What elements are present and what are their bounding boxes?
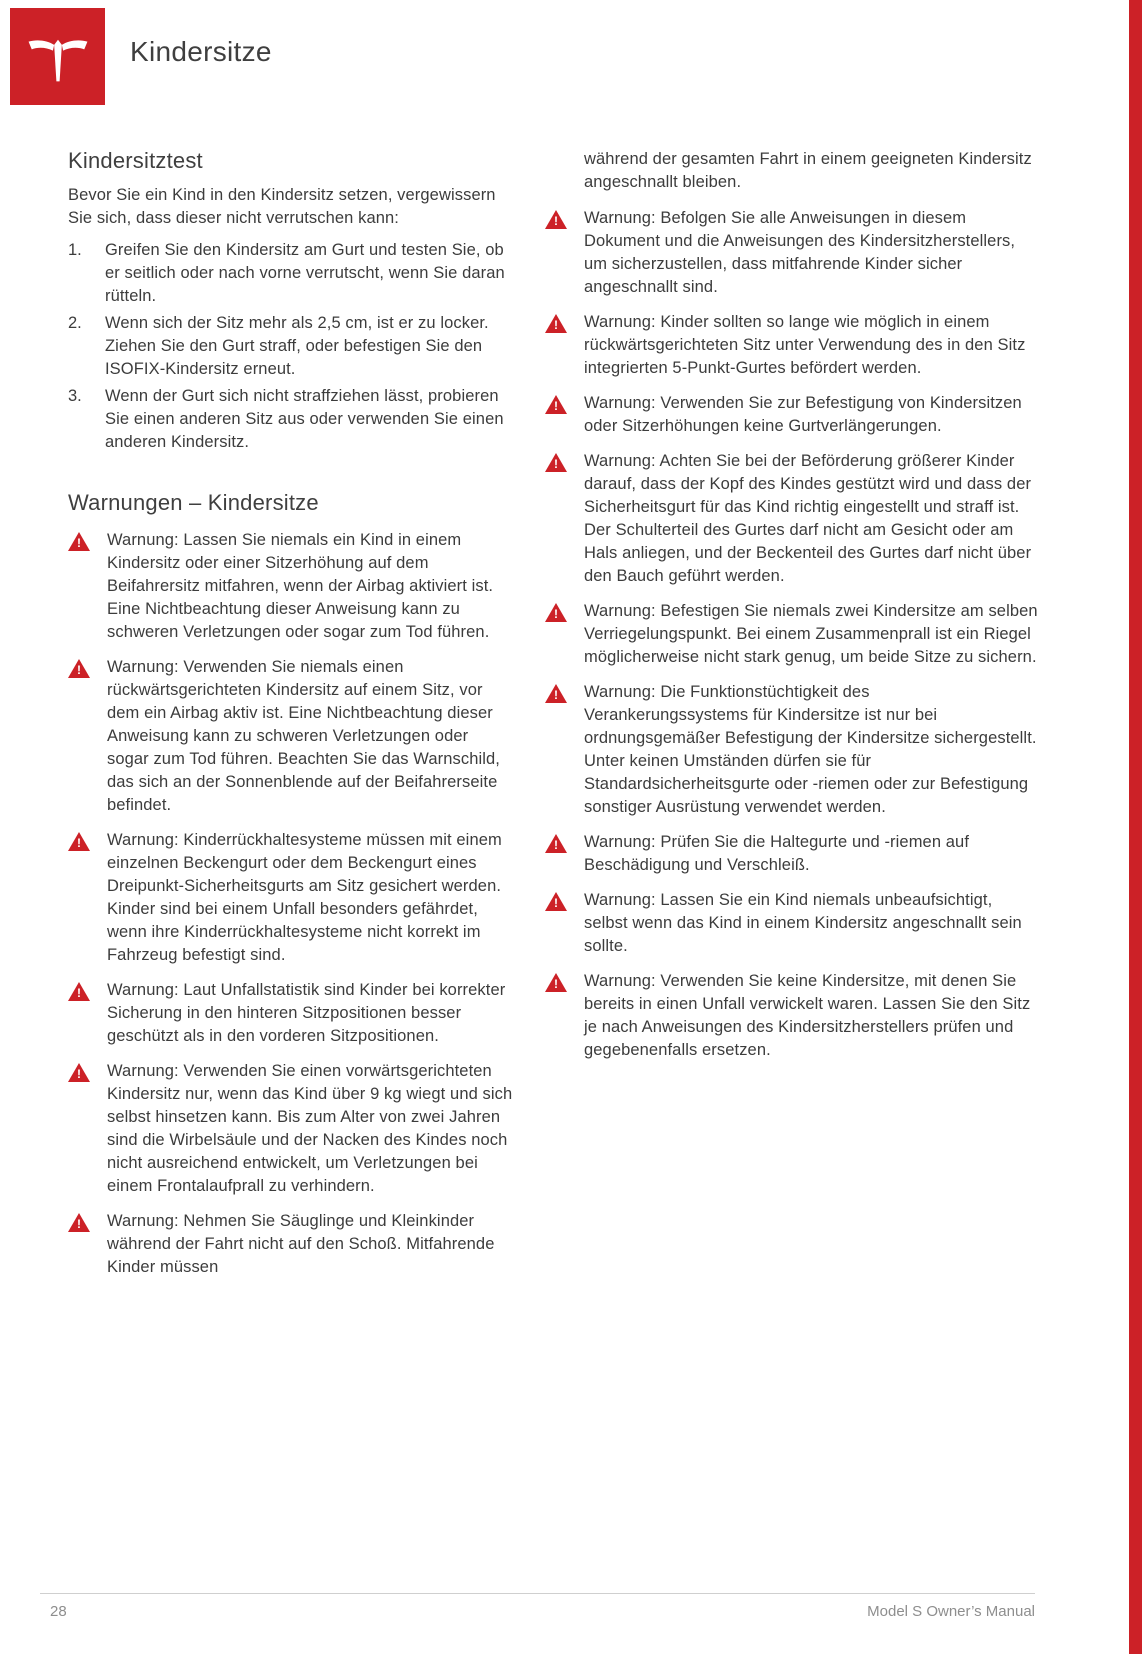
warning-text: Warnung: Achten Sie bei der Beförderung größerer Kinder darauf, dass der Kopf des Kindes gestützt wird und dass der Sicherheitsgurt für das Kind richtig eingestellt und straff ist. Der Schulterteil des Gurtes darf nicht am Gesicht oder am Hals anliegen, und der Beckenteil des Gurtes darf nicht über den Bauch geführt werden. bbox=[584, 452, 1032, 585]
intro-paragraph: Bevor Sie ein Kind in den Kindersitz setzen, vergewissern Sie sich, dass dieser nicht verrutschen kann: bbox=[68, 186, 496, 227]
warning-item bbox=[68, 656, 513, 817]
warning-text: Warnung: Verwenden Sie zur Befestigung von Kindersitzen oder Sitzerhöhungen keine Gurtverlängerungen. bbox=[584, 394, 1022, 435]
warning-triangle-icon bbox=[545, 395, 567, 414]
warning-triangle-icon bbox=[545, 453, 567, 472]
warning-text: Warnung: Prüfen Sie die Haltegurte und -riemen auf Beschädigung und Verschleiß. bbox=[584, 833, 970, 874]
warning-item bbox=[68, 1210, 513, 1279]
warning-item bbox=[545, 831, 1038, 877]
list-item bbox=[68, 239, 513, 308]
warning-item bbox=[68, 1060, 513, 1198]
warning-text: Warnung: Lassen Sie niemals ein Kind in einem Kindersitz oder einer Sitzerhöhung auf dem Beifahrersitz mitfahren, wenn der Airbag aktiviert ist. Eine Nichtbeachtung dieser Anweisung kann zu schweren Verletzungen oder sogar zum Tod führen. bbox=[107, 531, 494, 641]
warning-triangle-icon bbox=[545, 684, 567, 703]
right-column bbox=[545, 148, 1038, 1291]
warning-text: Warnung: Kinder sollten so lange wie möglich in einem rückwärtsgerichteten Sitz unter Verwendung des in den Sitz integrierten 5-Punkt-Gurtes befördert werden. bbox=[584, 313, 1026, 377]
step-number: 3. bbox=[68, 387, 82, 405]
step-number: 2. bbox=[68, 314, 82, 332]
warning-triangle-icon bbox=[545, 314, 567, 333]
warning-text: Warnung: Verwenden Sie niemals einen rückwärtsgerichteten Kindersitz auf einem Sitz, vor dem ein Airbag aktiv ist. Eine Nichtbeachtung dieser Anweisung kann zu schweren Verletzungen oder sogar zum Tod führen. Beachten Sie das Warnschild, das sich an der Sonnenblende auf der Beifahrerseite befindet. bbox=[107, 658, 500, 814]
step-text: Wenn sich der Sitz mehr als 2,5 cm, ist er zu locker. Ziehen Sie den Gurt straff, oder befestigen Sie den ISOFIX-Kindersitz erneut. bbox=[105, 314, 489, 378]
warning-triangle-icon bbox=[545, 973, 567, 992]
page-number: 28 bbox=[50, 1603, 67, 1620]
warning-triangle-icon bbox=[68, 832, 90, 851]
warning-item bbox=[545, 311, 1038, 380]
section-heading-warnungen: Warnungen – Kindersitze bbox=[68, 490, 319, 515]
warning-item bbox=[68, 979, 513, 1048]
warning-text-continuation: während der gesamten Fahrt in einem geeigneten Kindersitz angeschnallt bleiben. bbox=[584, 150, 1032, 191]
warning-triangle-icon bbox=[68, 1063, 90, 1082]
warning-text: Warnung: Nehmen Sie Säuglinge und Kleinkinder während der Fahrt nicht auf den Schoß. Mitfahrende Kinder müssen bbox=[107, 1212, 495, 1276]
warning-text: Warnung: Kinderrückhaltesysteme müssen mit einem einzelnen Beckengurt oder dem Beckengurt eines Dreipunkt-Sicherheitsgurts am Sitz gesichert werden. Kinder sind bei einem Unfall besonders gefährdet, wenn ihre Kinderrückhaltesysteme nicht korrekt im Fahrzeug befestigt sind. bbox=[107, 831, 502, 964]
warning-item bbox=[545, 889, 1038, 958]
list-item bbox=[68, 312, 513, 381]
section-heading-kindersitztest: Kindersitztest bbox=[68, 148, 203, 173]
warning-text: Warnung: Befolgen Sie alle Anweisungen in diesem Dokument und die Anweisungen des Kindersitzherstellers, um sicherzustellen, dass mitfahrende Kinder sicher angeschnallt sind. bbox=[584, 209, 1016, 296]
warning-text: Warnung: Verwenden Sie einen vorwärtsgerichteten Kindersitz nur, wenn das Kind über 9 kg wiegt und sich selbst hinsetzen kann. Bis zum Alter von zwei Jahren sind die Wirbelsäule und der Nacken des Kindes noch nicht ausreichend entwickelt, um Verletzungen bei einem Frontalaufprall zu verhindern. bbox=[107, 1062, 513, 1195]
warning-triangle-icon bbox=[545, 834, 567, 853]
warning-triangle-icon bbox=[68, 1213, 90, 1232]
warning-triangle-icon bbox=[68, 982, 90, 1001]
warning-text: Warnung: Verwenden Sie keine Kindersitze, mit denen Sie bereits in einen Unfall verwickelt waren. Lassen Sie den Sitz je nach Anweisungen des Kindersitzherstellers prüfen und gegebenenfalls ersetzen. bbox=[584, 972, 1031, 1059]
list-item bbox=[68, 385, 513, 454]
warning-item bbox=[545, 207, 1038, 299]
warning-triangle-icon bbox=[545, 210, 567, 229]
warning-triangle-icon bbox=[545, 603, 567, 622]
tesla-logo bbox=[10, 8, 105, 105]
warning-item bbox=[545, 392, 1038, 438]
warning-text: Warnung: Lassen Sie ein Kind niemals unbeaufsichtigt, selbst wenn das Kind in einem Kindersitz angeschnallt sein sollte. bbox=[584, 891, 1022, 955]
step-number: 1. bbox=[68, 241, 82, 259]
warning-item bbox=[68, 829, 513, 967]
page-edge-accent bbox=[1129, 0, 1142, 1654]
step-text: Greifen Sie den Kindersitz am Gurt und testen Sie, ob er seitlich oder nach vorne verrutscht, wenn Sie daran rütteln. bbox=[105, 241, 505, 305]
warning-item bbox=[68, 529, 513, 644]
warning-triangle-icon bbox=[545, 892, 567, 911]
warning-item bbox=[545, 681, 1038, 819]
test-steps-list bbox=[68, 239, 513, 454]
content bbox=[68, 148, 1038, 1291]
warning-triangle-icon bbox=[68, 659, 90, 678]
page-footer bbox=[40, 1593, 1035, 1620]
step-text: Wenn der Gurt sich nicht straffziehen lässt, probieren Sie einen anderen Sitz aus oder verwenden Sie einen anderen Kindersitz. bbox=[105, 387, 504, 451]
warning-item bbox=[545, 600, 1038, 669]
warning-text: Warnung: Die Funktionstüchtigkeit des Verankerungssystems für Kindersitze ist nur bei ordnungsgemäßer Befestigung der Kindersitze sichergestellt. Unter keinen Umständen dürfen sie für Standardsicherheitsgurte oder -riemen oder zur Befestigung sonstiger Ausrüstung verwendet werden. bbox=[584, 683, 1037, 816]
warning-item bbox=[545, 450, 1038, 588]
warning-text: Warnung: Laut Unfallstatistik sind Kinder bei korrekter Sicherung in den hinteren Sitzpositionen besser geschützt als in den vorderen Sitzpositionen. bbox=[107, 981, 506, 1045]
page-title: Kindersitze bbox=[130, 36, 272, 67]
manual-title: Model S Owner’s Manual bbox=[867, 1603, 1035, 1620]
warning-item bbox=[545, 970, 1038, 1062]
left-column bbox=[68, 148, 513, 1291]
warning-triangle-icon bbox=[68, 532, 90, 551]
tesla-t-icon bbox=[26, 25, 90, 89]
warning-text: Warnung: Befestigen Sie niemals zwei Kindersitze am selben Verriegelungspunkt. Bei einem Zusammenprall ist ein Riegel möglicherweise nicht stark genug, um beide Sitze zu sichern. bbox=[584, 602, 1038, 666]
